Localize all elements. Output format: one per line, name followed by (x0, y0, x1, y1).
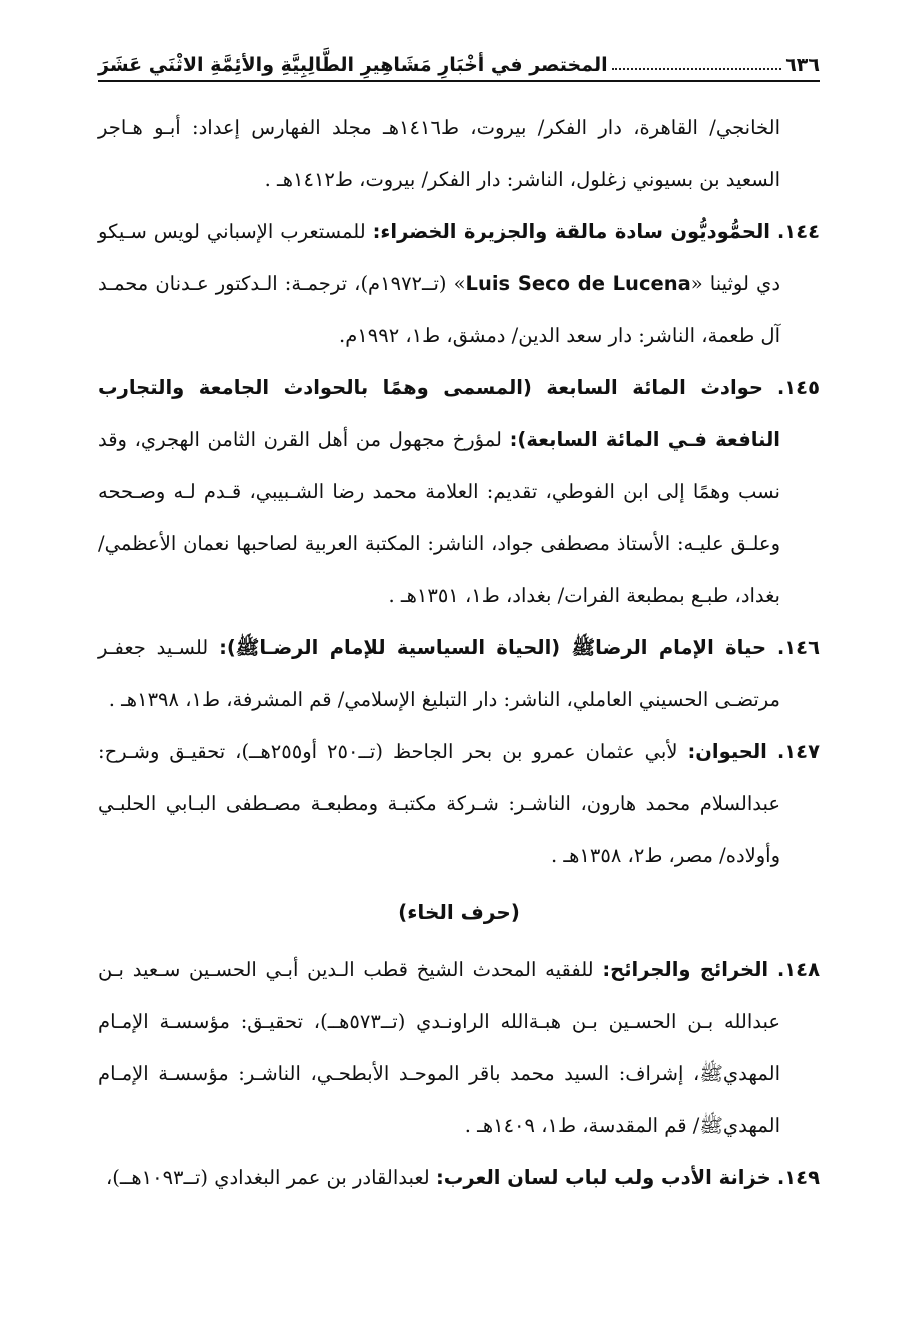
bibliography-entry (98, 206, 820, 362)
continuation-paragraph (98, 102, 820, 206)
entry-number: ١٤٦. (776, 636, 820, 659)
entry-number: ١٤٩. (776, 1166, 820, 1189)
entry-title: حياة الإمام الرضاﷺ (الحياة السياسية للإمام الرضـاﷺ): (219, 636, 767, 659)
entry-number: ١٤٥. (776, 376, 820, 399)
entry-text: للفقيه المحدث الشيخ قطب الـدين أبـي الحسـين سـعيد بـن عبدالله بـن الحسـين بـن هبـةالله الراونـدي (تــ٥٧٣هــ)، تحقيـق: مؤسسـة الإمـام المهديﷺ، إشراف: السيد محمد باقر الموحـد الأبطحـي، الناشـر: مؤسسـة الإمـام المهديﷺ/ قم المقدسة، ط١، ١٤٠٩هـ . (98, 958, 780, 1137)
entry-latin-name: Luis Seco de Lucena (465, 272, 691, 295)
entry-text: للمستعرب الإسباني لويس سـيكو دي لوثينا « (98, 220, 780, 295)
entry-number: ١٤٨. (776, 958, 820, 981)
leader-dots (612, 68, 782, 70)
entry-number: ١٤٤. (776, 220, 821, 243)
running-title: المختصر في أخْبَارِ مَشَاهِيرِ الطَّالِبِيَّةِ والأئِمَّةِ الاثْنَي عَشَرَ (98, 54, 608, 76)
entry-number: ١٤٧. (776, 740, 820, 763)
entry-text: لعبدالقادر بن عمر البغدادي (تــ١٠٩٣هــ)، (106, 1166, 436, 1189)
page-number: ٦٣٦ (785, 54, 820, 76)
entry-text: لأبي عثمان عمرو بن بحر الجاحظ (تــ٢٥٠ أو٢٥٥هــ)، تحقيـق وشـرح: عبدالسلام محمد هارون، الناشـر: شـركة مكتبـة ومطبعـة مصـطفى البـابي الحلبـي وأولاده/ مصر، ط٢، ١٣٥٨هـ . (98, 740, 780, 867)
continuation-line-1: الخانجي/ القاهرة، دار الفكر/ بيروت، ط١٤١٦هـ مجلد الفهارس إعداد: أبـو هـاجر (98, 116, 780, 139)
entry-text: » (تــ١٩٧٢م)، ترجمـة: الـدكتور عـدنان محمـد آل طعمة، الناشر: دار سعد الدين/ دمشق، ط١، ١٩٩٢م. (98, 272, 780, 347)
entry-title: الحمُّوديُّون سادة مالقة والجزيرة الخضراء: (372, 220, 770, 243)
section-heading: (حرف الخاء) (398, 900, 520, 924)
page-body (98, 102, 820, 1204)
entry-title: خزانة الأدب ولب لباب لسان العرب: (435, 1166, 771, 1189)
bibliography-entry (98, 362, 820, 622)
entry-title: الحيوان: (687, 740, 767, 763)
entry-text: لمؤرخ مجهول من أهل القرن الثامن الهجري، وقد نسب وهمًا إلى ابن الفوطي، تقديم: العلامة محمد رضا الشـبيبي، قـدم لـه وصـححه وعلـق عليـه: الأستاذ مصطفى جواد، الناشر: المكتبة العربية لصاحبها نعمان الأعظمي/ بغداد، طبـع بمطبعة الفرات/ بغداد، ط١، ١٣٥١هـ . (98, 428, 780, 607)
bibliography-entry (98, 622, 820, 726)
bibliography-entry (98, 726, 820, 882)
page-header (98, 36, 820, 76)
bibliography-entry (98, 1152, 820, 1204)
entry-text: للسـيد جعفـر مرتضـى الحسيني العاملي، الناشر: دار التبليغ الإسلامي/ قم المشرفة، ط١، ١٣٩٨هـ . (98, 636, 780, 711)
entry-title: الخرائج والجرائح: (602, 958, 769, 981)
header-rule (98, 80, 820, 82)
bibliography-entry (98, 944, 820, 1152)
continuation-line-2: السعيد بن بسيوني زغلول، الناشر: دار الفكر/ بيروت، ط١٤١٢هـ . (264, 168, 780, 191)
entry-title: حوادث المائة السابعة (المسمى وهمًا بالحوادث الجامعة والتجارب النافعة فـي المائة السابعة): (98, 376, 780, 451)
